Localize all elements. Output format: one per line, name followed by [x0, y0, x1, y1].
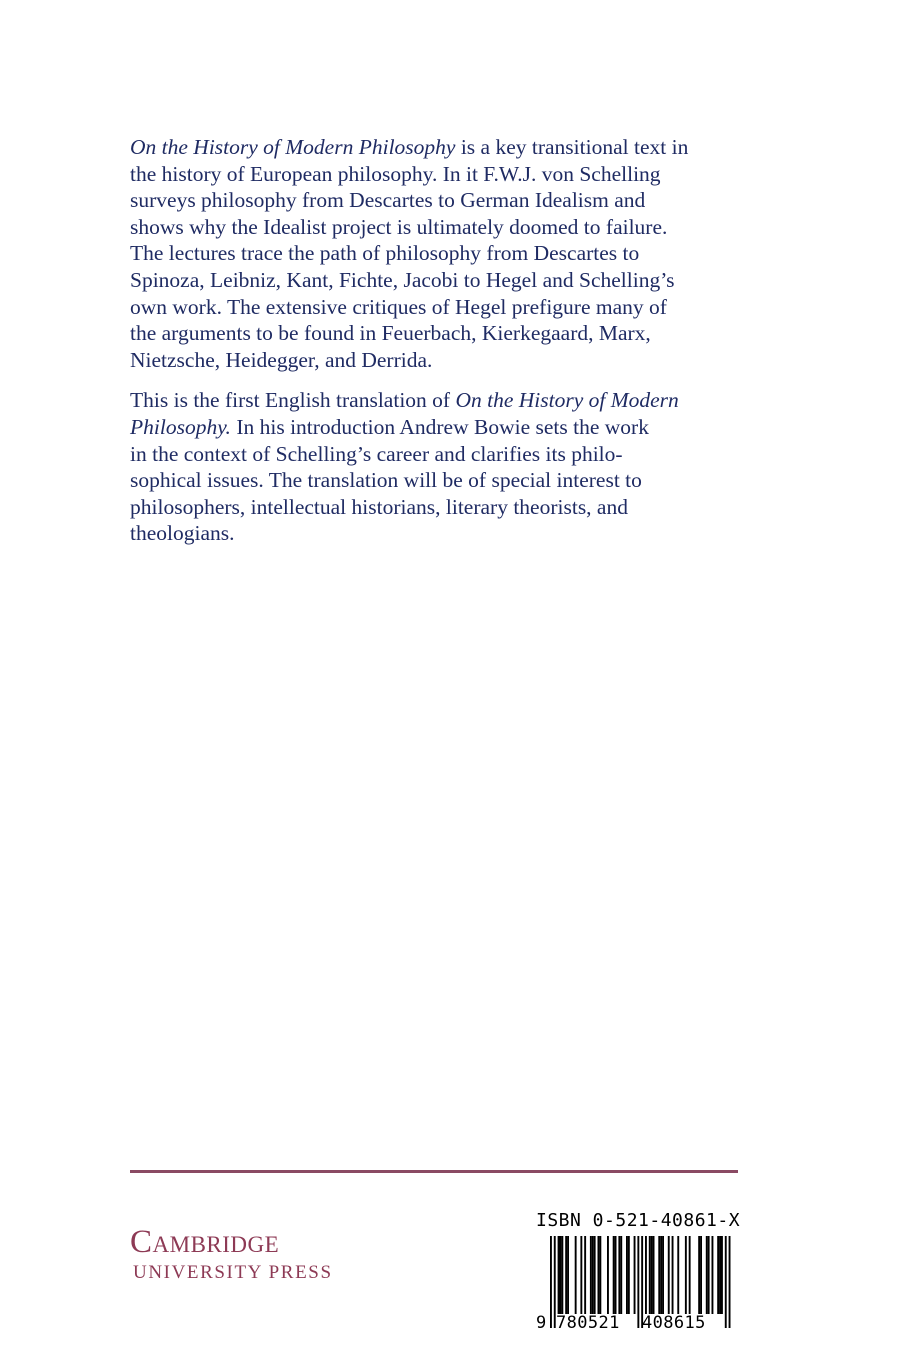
blurb-line: philosophers, intellectual historians, literary theorists, and [130, 494, 628, 519]
barcode-bar [628, 1236, 630, 1314]
barcode-bar [706, 1236, 708, 1314]
blurb-paragraph-2 [130, 387, 750, 547]
barcode-bar [598, 1236, 600, 1314]
barcode-bar [677, 1236, 679, 1314]
publisher-subtitle: UNIVERSITY PRESS [133, 1262, 333, 1283]
blurb-line: the history of European philosophy. In it F.W.J. von Schelling [130, 161, 661, 186]
barcode-left-digits: 780521 [556, 1313, 620, 1333]
barcode-right-digits: 408615 [642, 1313, 706, 1333]
barcode-bar [672, 1236, 674, 1314]
barcode-guard-bar [729, 1236, 731, 1328]
barcode-bar [592, 1236, 594, 1314]
barcode-bar [567, 1236, 569, 1314]
barcode-bar [658, 1236, 660, 1314]
barcode-bar [558, 1236, 560, 1314]
blurb-paragraph-1 [130, 134, 750, 373]
barcode-bar [584, 1236, 586, 1314]
publisher-logo [130, 1224, 333, 1284]
barcode-bar [561, 1236, 563, 1314]
barcode [536, 1236, 736, 1336]
blurb-line: own work. The extensive critiques of Hegel prefigure many of [130, 294, 667, 319]
barcode-bar [620, 1236, 622, 1314]
book-title-italic: On the History of Modern [455, 388, 679, 413]
blurb-line: Spinoza, Leibniz, Kant, Fichte, Jacobi to Hegel and Schelling’s [130, 267, 675, 292]
back-cover-blurb [130, 134, 750, 547]
barcode-bar [700, 1236, 702, 1314]
barcode-first-digit: 9 [536, 1313, 547, 1333]
barcode-bar [615, 1236, 617, 1314]
blurb-line: shows why the Idealist project is ultimately doomed to failure. [130, 214, 668, 239]
blurb-line: the arguments to be found in Feuerbach, Kierkegaard, Marx, [130, 321, 651, 346]
blurb-line: surveys philosophy from Descartes to German Idealism and [130, 188, 646, 213]
barcode-bar [651, 1236, 653, 1314]
isbn-label: ISBN 0-521-40861-X [536, 1210, 741, 1231]
book-title-italic: Philosophy. [130, 414, 231, 439]
barcode-bar [698, 1236, 700, 1314]
barcode-bar [685, 1236, 687, 1314]
barcode-bar [660, 1236, 662, 1314]
blurb-line: This is the first English translation of On the History of Modern [130, 388, 679, 413]
barcode-bar [649, 1236, 651, 1314]
book-title-italic: On the History of Modern Philosophy [130, 135, 456, 159]
blurb-line: Philosophy. In his introduction Andrew Bowie sets the work [130, 414, 649, 439]
barcode-bar [719, 1236, 721, 1314]
barcode-bar [717, 1236, 719, 1314]
barcode-bar [721, 1236, 723, 1314]
barcode-bar [618, 1236, 620, 1314]
barcode-bar [668, 1236, 670, 1314]
barcode-bar [662, 1236, 664, 1314]
barcode-bar [565, 1236, 567, 1314]
blurb-line: sophical issues. The translation will be of special interest to [130, 468, 642, 493]
blurb-line: The lectures trace the path of philosophy from Descartes to [130, 241, 640, 266]
barcode-bar [626, 1236, 628, 1314]
barcode-bar [560, 1236, 562, 1314]
publisher-name: Cambridge [130, 1224, 280, 1260]
barcode-bar [590, 1236, 592, 1314]
barcode-guard-bar [637, 1236, 639, 1328]
barcode-guard-bar [550, 1236, 552, 1328]
blurb-line: On the History of Modern Philosophy is a key transitional text in [130, 135, 689, 159]
barcode-bar [607, 1236, 609, 1314]
barcode-bar [575, 1236, 577, 1314]
barcode-bar [594, 1236, 596, 1314]
barcode-bar [653, 1236, 655, 1314]
barcode-bar [613, 1236, 615, 1314]
barcode-bar [712, 1236, 714, 1314]
blurb-line: in the context of Schelling’s career and clarifies its philo- [130, 441, 623, 466]
barcode-guard-bar [725, 1236, 727, 1328]
barcode-bar [689, 1236, 691, 1314]
blurb-line: Nietzsche, Heidegger, and Derrida. [130, 347, 433, 372]
divider-rule [130, 1170, 738, 1173]
barcode-bar [599, 1236, 601, 1314]
barcode-bar [580, 1236, 582, 1314]
barcode-bar [645, 1236, 647, 1314]
blurb-line: theologians. [130, 521, 235, 546]
barcode-bar [634, 1236, 636, 1314]
barcode-bar [708, 1236, 710, 1314]
